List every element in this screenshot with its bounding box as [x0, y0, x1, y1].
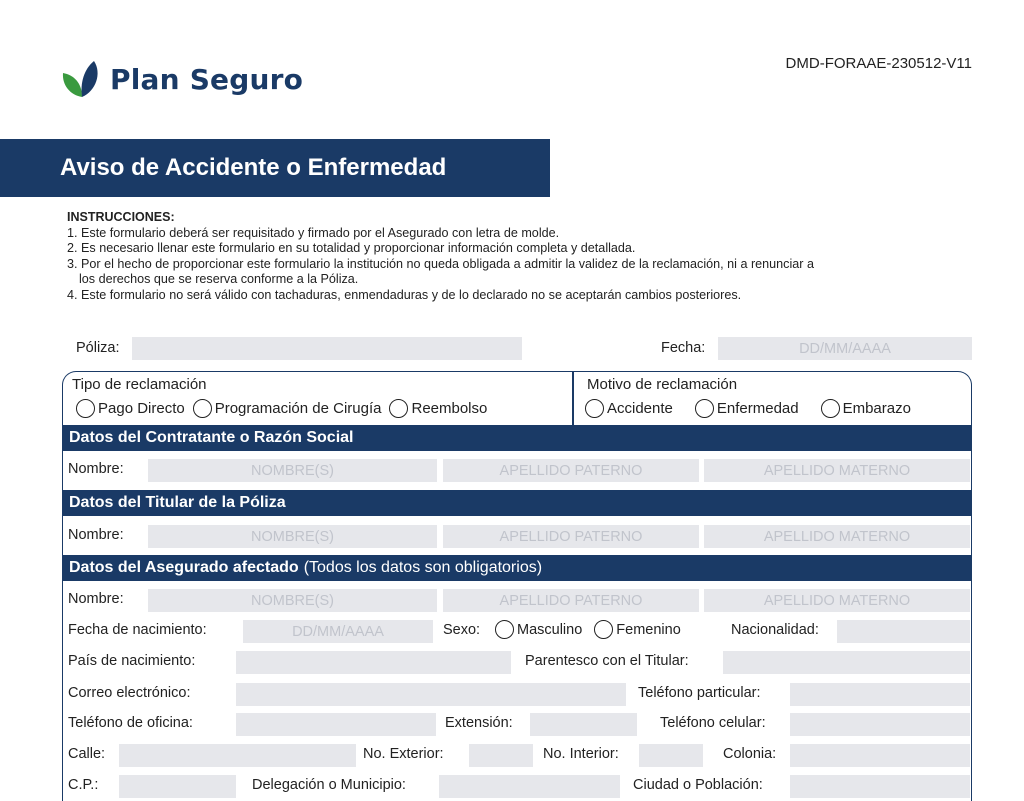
asegurado-nombres-input[interactable]: NOMBRE(S): [148, 589, 437, 612]
fecha-label: Fecha:: [661, 340, 706, 356]
ciudad-input[interactable]: [790, 775, 970, 798]
nacionalidad-label: Nacionalidad:: [731, 622, 819, 638]
parentesco-input[interactable]: [723, 651, 970, 674]
no-exterior-label: No. Exterior:: [363, 746, 444, 762]
brand-name: Plan Seguro: [110, 62, 304, 96]
tipo-reclamacion-label: Tipo de reclamación: [72, 376, 207, 393]
option-label: Embarazo: [842, 400, 911, 417]
nombre-label: Nombre:: [68, 527, 124, 543]
option-label: Enfermedad: [716, 400, 799, 417]
instruction-item: 4. Este formulario no será válido con tachaduras, enmendaduras y de lo declarado no se aceptarán cambios posteriores.: [67, 287, 742, 302]
correo-input[interactable]: [236, 683, 626, 706]
delegacion-label: Delegación o Municipio:: [252, 777, 406, 793]
title-banner: [0, 139, 550, 197]
section-titular-header: [63, 490, 971, 516]
fecha-nacimiento-label: Fecha de nacimiento:: [68, 622, 207, 638]
asegurado-nacimiento-row: [63, 620, 971, 643]
radio-circle-icon: [495, 620, 514, 639]
radio-circle-icon: [821, 399, 840, 418]
nacionalidad-input[interactable]: [837, 620, 970, 643]
calle-input[interactable]: [119, 744, 356, 767]
no-interior-label: No. Interior:: [543, 746, 619, 762]
instructions-heading: INSTRUCCIONES:: [67, 210, 175, 224]
cp-input[interactable]: [119, 775, 236, 798]
asegurado-nombre-row: [63, 589, 971, 612]
poliza-input[interactable]: [132, 337, 522, 360]
section-title: Datos del Asegurado afectado: [69, 559, 299, 576]
vertical-divider: [572, 372, 574, 425]
claim-type-area: [63, 372, 971, 425]
asegurado-pais-row: [63, 651, 971, 674]
option-label: Pago Directo: [98, 400, 185, 417]
telefono-particular-input[interactable]: [790, 683, 970, 706]
ciudad-label: Ciudad o Población:: [633, 777, 763, 793]
option-label: Femenino: [616, 621, 681, 638]
fecha-input[interactable]: DD/MM/AAAA: [718, 337, 972, 360]
radio-enfermedad[interactable]: [695, 399, 799, 418]
radio-reembolso[interactable]: [389, 399, 487, 418]
telefono-particular-label: Teléfono particular:: [638, 685, 761, 701]
asegurado-cp-row: [63, 775, 971, 798]
titular-apellido-paterno-input[interactable]: APELLIDO PATERNO: [443, 525, 699, 548]
radio-masculino[interactable]: [495, 620, 582, 639]
brand-logo: [60, 54, 303, 104]
radio-circle-icon: [594, 620, 613, 639]
no-exterior-input[interactable]: [469, 744, 533, 767]
option-label: Masculino: [517, 621, 583, 638]
form-title: Aviso de Accidente o Enfermedad: [60, 154, 447, 181]
option-label: Reembolso: [411, 400, 488, 417]
claim-form-box: [62, 371, 972, 801]
telefono-celular-input[interactable]: [790, 713, 970, 736]
titular-nombre-row: [63, 525, 971, 548]
radio-accidente[interactable]: [585, 399, 673, 418]
pais-nacimiento-input[interactable]: [236, 651, 511, 674]
radio-embarazo[interactable]: [821, 399, 911, 418]
radio-circle-icon: [695, 399, 714, 418]
nombre-label: Nombre:: [68, 461, 124, 477]
section-title: Datos del Contratante o Razón Social: [69, 429, 354, 446]
option-label: Accidente: [607, 400, 673, 417]
sexo-options: [495, 620, 681, 639]
instructions: [67, 210, 977, 303]
cp-label: C.P.:: [68, 777, 99, 793]
no-interior-input[interactable]: [639, 744, 703, 767]
leaf-logo-icon: [60, 59, 104, 99]
radio-femenino[interactable]: [594, 620, 680, 639]
radio-circle-icon: [585, 399, 604, 418]
asegurado-apellido-paterno-input[interactable]: APELLIDO PATERNO: [443, 589, 699, 612]
telefono-oficina-label: Teléfono de oficina:: [68, 715, 193, 731]
sexo-label: Sexo:: [443, 622, 481, 638]
contratante-nombres-input[interactable]: NOMBRE(S): [148, 459, 437, 482]
option-label: Programación de Cirugía: [214, 400, 382, 417]
poliza-row: [60, 337, 972, 360]
asegurado-correo-row: [63, 683, 971, 706]
titular-nombres-input[interactable]: NOMBRE(S): [148, 525, 437, 548]
radio-programacion-cirugia[interactable]: [193, 399, 382, 418]
colonia-input[interactable]: [790, 744, 970, 767]
asegurado-telefonos-row: [63, 713, 971, 736]
section-contratante-header: [63, 425, 971, 451]
extension-label: Extensión:: [445, 715, 513, 731]
contratante-apellido-materno-input[interactable]: APELLIDO MATERNO: [704, 459, 970, 482]
telefono-oficina-input[interactable]: [236, 713, 436, 736]
asegurado-direccion-row: [63, 744, 971, 767]
telefono-celular-label: Teléfono celular:: [660, 715, 766, 731]
instruction-item-continued: los derechos que se reserva conforme a la Póliza.: [79, 272, 359, 286]
document-code: DMD-FORAAE-230512-V11: [785, 55, 972, 72]
extension-input[interactable]: [530, 713, 637, 736]
poliza-label: Póliza:: [76, 340, 120, 356]
contratante-apellido-paterno-input[interactable]: APELLIDO PATERNO: [443, 459, 699, 482]
instruction-item: 1. Este formulario deberá ser requisitado y firmado por el Asegurado con letra de molde.: [67, 225, 560, 240]
section-title: Datos del Titular de la Póliza: [69, 494, 286, 511]
tipo-reclamacion-options: [76, 399, 487, 418]
pais-nacimiento-label: País de nacimiento:: [68, 653, 196, 669]
titular-apellido-materno-input[interactable]: APELLIDO MATERNO: [704, 525, 970, 548]
asegurado-apellido-materno-input[interactable]: APELLIDO MATERNO: [704, 589, 970, 612]
colonia-label: Colonia:: [723, 746, 777, 762]
radio-circle-icon: [76, 399, 95, 418]
radio-pago-directo[interactable]: [76, 399, 185, 418]
section-asegurado-header: [63, 555, 971, 581]
motivo-reclamacion-label: Motivo de reclamación: [587, 376, 738, 393]
radio-circle-icon: [193, 399, 212, 418]
motivo-reclamacion-options: [585, 399, 911, 418]
contratante-nombre-row: [63, 459, 971, 482]
radio-circle-icon: [389, 399, 408, 418]
nombre-label: Nombre:: [68, 591, 124, 607]
delegacion-input[interactable]: [439, 775, 620, 798]
correo-label: Correo electrónico:: [68, 685, 191, 701]
parentesco-label: Parentesco con el Titular:: [525, 653, 689, 669]
instruction-item: 3. Por el hecho de proporcionar este formulario la institución no queda obligada a admitir la validez de la reclamación, ni a renunciar a: [67, 256, 814, 271]
calle-label: Calle:: [68, 746, 106, 762]
instruction-item: 2. Es necesario llenar este formulario en su totalidad y proporcionar información completa y detallada.: [67, 241, 636, 255]
fecha-nacimiento-input[interactable]: DD/MM/AAAA: [243, 620, 433, 643]
section-subtitle: (Todos los datos son obligatorios): [303, 559, 543, 576]
